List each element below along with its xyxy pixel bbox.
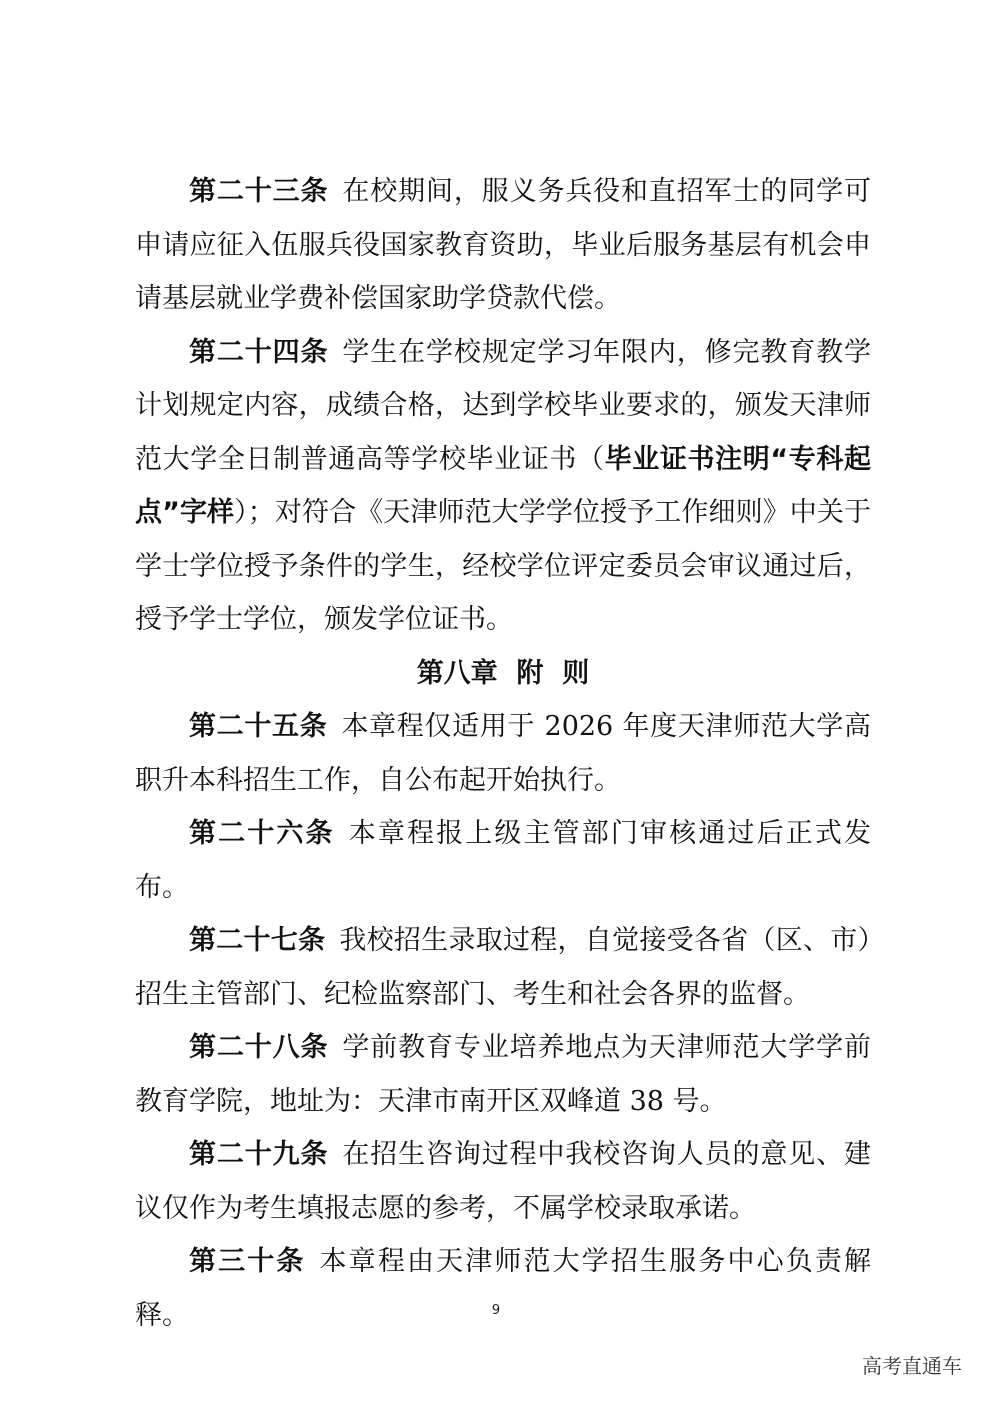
chapter-heading: 第八章 附 则: [416, 657, 590, 689]
article-26: [135, 807, 871, 914]
article-text: 本章程由天津师范大学招生服务中心负责解释。: [135, 1246, 872, 1331]
article-heading: 第二十八条: [189, 1032, 329, 1063]
article-heading: 第二十三条: [189, 176, 329, 207]
article-27: [135, 914, 871, 1021]
article-text: 我校招生录取过程，自觉接受各省（区、市）招生主管部门、纪检监察部门、考生和社会各界的监督。: [135, 925, 872, 1010]
article-29: [135, 1128, 871, 1235]
article-28: [135, 1021, 871, 1128]
article-heading: 第二十九条: [189, 1139, 329, 1170]
page-number: 9: [491, 1303, 501, 1318]
article-text: 本章程报上级主管部门审核通过后正式发布。: [135, 818, 872, 903]
article-heading: 第二十六条: [189, 818, 335, 849]
article-text: 在校期间，服义务兵役和直招军士的同学可申请应征入伍服兵役国家教育资助，毕业后服务基层有机会申请基层就业学费补偿国家助学贷款代偿。: [135, 176, 872, 314]
article-24: [135, 326, 871, 647]
article-text: ）；对符合《天津师范大学学位授予工作细则》中关于学士学位授予条件的学生，经校学位评定委员会审议通过后，授予学士学位，颁发学位证书。: [135, 497, 871, 635]
document-body: [135, 165, 871, 1342]
article-heading: 第二十四条: [189, 336, 329, 368]
article-23: [135, 165, 871, 326]
watermark-text: 高考直通车: [862, 1354, 962, 1378]
article-30: [135, 1235, 871, 1342]
emphasized-text: 毕业证书注明“专科起点”字样: [135, 443, 871, 528]
article-text: 本章程仅适用于 2026 年度天津师范大学高职升本科招生工作，自公布起开始执行。: [135, 711, 871, 796]
article-heading: 第三十条: [189, 1246, 306, 1277]
article-text: 学生在学校规定学习年限内，修完教育教学计划规定内容，成绩合格，达到学校毕业要求的，颁发天津师范大学全日制普通高等学校毕业证书（: [135, 336, 872, 475]
article-text: 学前教育专业培养地点为天津师范大学学前教育学院，地址为：天津市南开区双峰道 38 号。: [135, 1032, 872, 1117]
article-heading: 第二十七条: [189, 925, 326, 956]
article-text: 在招生咨询过程中我校咨询人员的意见、建议仅作为考生填报志愿的参考，不属学校录取承诺。: [135, 1139, 872, 1224]
article-25: [135, 700, 871, 807]
article-heading: 第二十五条: [189, 711, 328, 742]
